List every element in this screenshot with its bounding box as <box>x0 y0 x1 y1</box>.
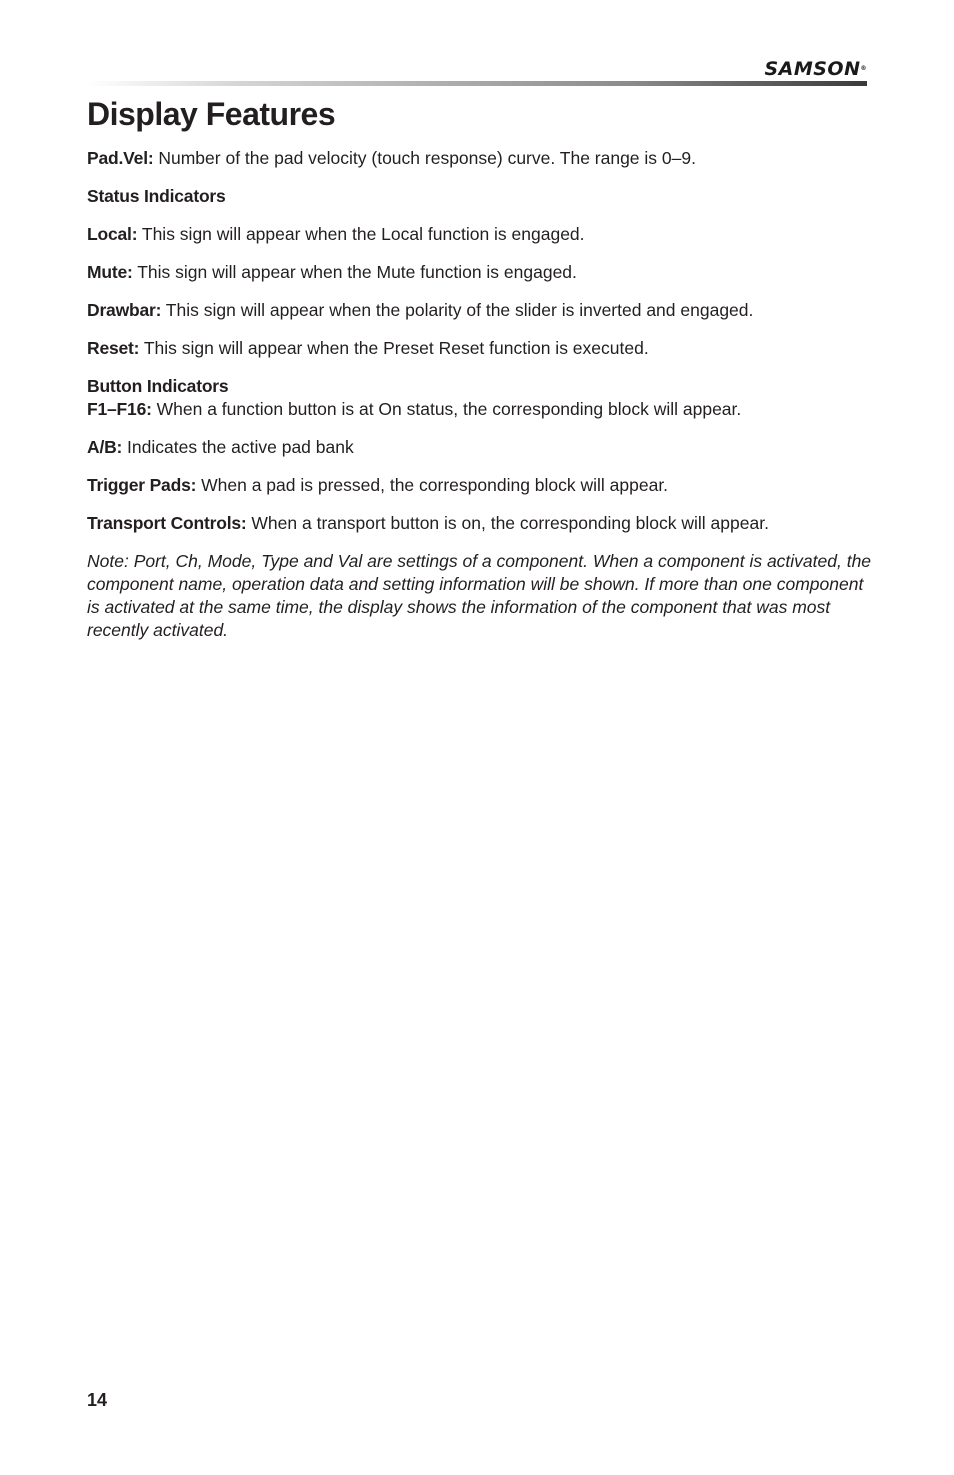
definition-text: Number of the pad velocity (touch response) curve. The range is 0–9. <box>153 148 696 168</box>
definition-term: Reset: <box>87 338 140 358</box>
definition-text: This sign will appear when the Preset Reset function is executed. <box>139 338 649 358</box>
page-title: Display Features <box>87 96 336 132</box>
definition-reset <box>87 337 872 360</box>
header-rule <box>87 81 867 86</box>
definition-mute <box>87 261 872 284</box>
definition-text: When a function button is at On status, the corresponding block will appear. <box>151 399 742 419</box>
definition-term: Transport Controls: <box>87 513 247 533</box>
definition-term: Pad.Vel: <box>87 148 154 168</box>
definition-ab <box>87 436 872 459</box>
brand-name: SAMSON <box>764 58 861 80</box>
section-heading-button-indicators: Button Indicators <box>87 376 229 396</box>
definition-text: Indicates the active pad bank <box>122 437 354 457</box>
definition-term: Mute: <box>87 262 133 282</box>
definition-trigger-pads <box>87 474 872 497</box>
definition-pad-vel <box>87 147 872 170</box>
definition-text: When a transport button is on, the corresponding block will appear. <box>246 513 769 533</box>
note-paragraph: Note: Port, Ch, Mode, Type and Val are settings of a component. When a component is activated, the component name, operation data and setting information will be shown. If more than one component is activated at the same time, the display shows the information of the component that was most recently activated. <box>87 551 872 640</box>
samson-logo <box>764 58 867 80</box>
section-heading-status-indicators: Status Indicators <box>87 186 226 206</box>
definition-text: This sign will appear when the Mute function is engaged. <box>132 262 577 282</box>
definition-f1-f16 <box>87 398 872 421</box>
definition-term: A/B: <box>87 437 123 457</box>
definition-term: Drawbar: <box>87 300 162 320</box>
definition-local <box>87 223 872 246</box>
page-number: 14 <box>87 1390 108 1410</box>
definition-term: F1–F16: <box>87 399 152 419</box>
definition-term: Local: <box>87 224 138 244</box>
page-content <box>87 147 872 642</box>
definition-drawbar <box>87 299 872 322</box>
definition-transport-controls <box>87 512 872 535</box>
definition-term: Trigger Pads: <box>87 475 197 495</box>
definition-text: This sign will appear when the Local function is engaged. <box>137 224 585 244</box>
definition-text: This sign will appear when the polarity of the slider is inverted and engaged. <box>161 300 754 320</box>
trademark-symbol: ® <box>860 65 867 72</box>
definition-text: When a pad is pressed, the corresponding block will appear. <box>196 475 669 495</box>
